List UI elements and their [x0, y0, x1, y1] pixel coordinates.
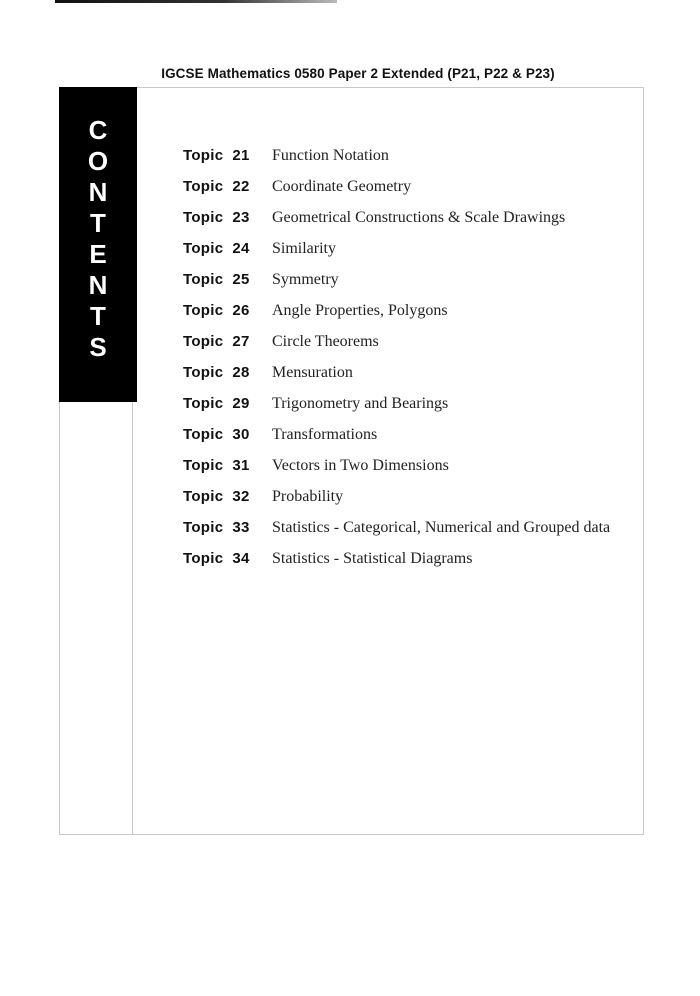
contents-sidebar [59, 87, 137, 402]
toc-entry[interactable] [183, 140, 610, 171]
toc-entry[interactable] [183, 543, 610, 574]
topic-title: Statistics - Statistical Diagrams [272, 549, 473, 567]
contents-letter: E [89, 239, 107, 269]
contents-letter: N [88, 177, 108, 207]
toc-entry[interactable] [183, 419, 610, 450]
topic-title: Angle Properties, Polygons [272, 301, 448, 319]
page-header [0, 66, 700, 81]
toc-entry[interactable] [183, 202, 610, 233]
toc-entry[interactable] [183, 264, 610, 295]
topic-number: Topic 25 [183, 271, 250, 288]
topic-title: Geometrical Constructions & Scale Drawings [272, 208, 566, 226]
contents-heading [59, 115, 137, 363]
topic-title: Mensuration [272, 363, 353, 381]
topic-number: Topic 27 [183, 333, 250, 350]
contents-letter: O [87, 146, 109, 176]
topic-title: Vectors in Two Dimensions [272, 456, 449, 474]
contents-letter: S [89, 332, 107, 362]
topic-title: Trigonometry and Bearings [272, 394, 449, 412]
topic-number: Topic 28 [183, 364, 250, 381]
topic-title: Probability [272, 487, 344, 505]
topic-title: Symmetry [272, 270, 339, 288]
toc-entry[interactable] [183, 295, 610, 326]
topic-number: Topic 34 [183, 550, 250, 567]
topic-title: Similarity [272, 239, 336, 257]
topic-title: Transformations [272, 425, 378, 443]
topic-number: Topic 33 [183, 519, 250, 536]
toc-entry[interactable] [183, 233, 610, 264]
topic-number: Topic 21 [183, 147, 250, 164]
topic-title: Statistics - Categorical, Numerical and Grouped data [272, 518, 611, 536]
topic-title: Function Notation [272, 146, 389, 164]
toc-entry[interactable] [183, 450, 610, 481]
toc-entry[interactable] [183, 388, 610, 419]
toc-entry[interactable] [183, 512, 610, 543]
topic-number: Topic 23 [183, 209, 250, 226]
topic-title: Circle Theorems [272, 332, 379, 350]
toc-entry[interactable] [183, 326, 610, 357]
toc-entry[interactable] [183, 357, 610, 388]
page-title: IGCSE Mathematics 0580 Paper 2 Extended (P21, P22 & P23) [161, 66, 555, 81]
topic-number: Topic 26 [183, 302, 250, 319]
contents-letter: T [90, 208, 106, 238]
topic-number: Topic 32 [183, 488, 250, 505]
contents-letter: N [88, 270, 108, 300]
topic-number: Topic 29 [183, 395, 250, 412]
topic-number: Topic 24 [183, 240, 250, 257]
contents-letter: C [88, 115, 108, 145]
toc-entry[interactable] [183, 171, 610, 202]
topic-number: Topic 31 [183, 457, 250, 474]
table-of-contents [183, 140, 610, 574]
toc-entry[interactable] [183, 481, 610, 512]
topic-number: Topic 22 [183, 178, 250, 195]
topic-number: Topic 30 [183, 426, 250, 443]
topic-title: Coordinate Geometry [272, 177, 412, 195]
column-divider [132, 402, 133, 835]
top-rule [55, 0, 337, 3]
contents-letter: T [90, 301, 106, 331]
